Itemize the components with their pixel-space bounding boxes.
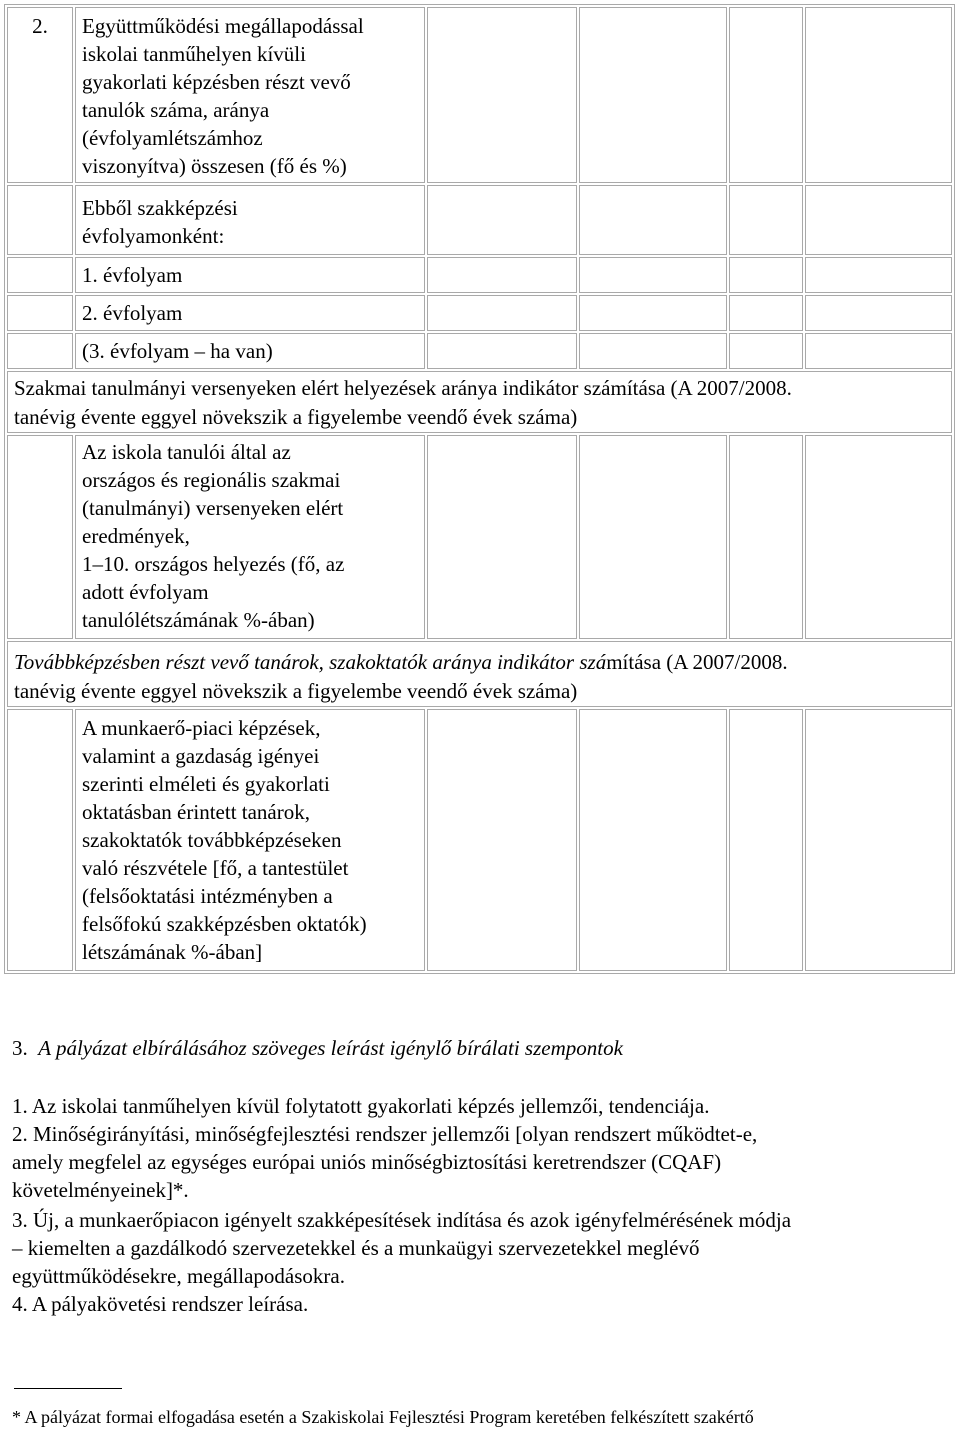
label-cell-year2 bbox=[75, 295, 425, 331]
row-number-cell bbox=[7, 709, 73, 971]
criteria-item-2: 2. Minőségirányítási, minőségfejlesztési rendszer jellemzői [olyan rendszert működtet-e, amely megfelel az egységes európai uniós minőségbiztosítási keretrendszer (CQAF) követelményeinek]*. bbox=[12, 1122, 758, 1202]
value-cell[interactable] bbox=[579, 185, 727, 255]
value-cell[interactable] bbox=[805, 295, 952, 331]
value-cell[interactable] bbox=[805, 257, 952, 293]
row-number-cell bbox=[7, 257, 73, 293]
value-cell[interactable] bbox=[579, 333, 727, 369]
value-cell[interactable] bbox=[729, 709, 803, 971]
value-cell[interactable] bbox=[729, 333, 803, 369]
row-number-cell bbox=[7, 185, 73, 255]
label-cell-sub bbox=[75, 185, 425, 255]
value-cell[interactable] bbox=[805, 709, 952, 971]
label-cell-training bbox=[75, 709, 425, 971]
value-cell[interactable] bbox=[805, 185, 952, 255]
criteria-item-1: 1. Az iskolai tanműhelyen kívül folytatott gyakorlati képzés jellemzői, tendenciája. bbox=[12, 1094, 710, 1118]
section-heading-competitions bbox=[7, 371, 952, 433]
row-number-cell bbox=[7, 333, 73, 369]
value-cell[interactable] bbox=[805, 7, 952, 183]
row-number-cell bbox=[7, 435, 73, 639]
section3-number: 3. bbox=[12, 1036, 28, 1060]
competition-heading-text: Szakmai tanulmányi versenyeken elért helyezések aránya indikátor számítása (A 2007/2008. tanévig évente eggyel növekszik a figyelembe veendő évek száma) bbox=[14, 376, 792, 429]
label-cell-year3 bbox=[75, 333, 425, 369]
training-heading-rest-line1: mítása (A 2007/2008. bbox=[606, 650, 788, 674]
value-cell[interactable] bbox=[579, 257, 727, 293]
section3-title: A pályázat elbírálásához szöveges leírást igénylő bírálati szempontok bbox=[38, 1036, 623, 1060]
sub-label: Ebből szakképzési évfolyamonként: bbox=[82, 196, 238, 248]
competition-label: Az iskola tanulói által az országos és regionális szakmai (tanulmányi) versenyeken elért eredmények, 1–10. országos helyezés (fő, az adott évfolyam tanulólétszámának %-ában) bbox=[82, 440, 345, 632]
section-heading-training bbox=[7, 641, 952, 707]
row-number-cell bbox=[7, 295, 73, 331]
year2-label: 2. évfolyam bbox=[82, 301, 183, 325]
value-cell[interactable] bbox=[427, 295, 577, 331]
value-cell[interactable] bbox=[427, 7, 577, 183]
value-cell[interactable] bbox=[805, 435, 952, 639]
value-cell[interactable] bbox=[427, 709, 577, 971]
value-cell[interactable] bbox=[579, 709, 727, 971]
footnote-text: * A pályázat formai elfogadása esetén a Szakiskolai Fejlesztési Program keretében felkészített szakértő bbox=[12, 1407, 754, 1427]
value-cell[interactable] bbox=[729, 257, 803, 293]
value-cell[interactable] bbox=[427, 185, 577, 255]
label-cell-competition bbox=[75, 435, 425, 639]
criteria-item-3: 3. Új, a munkaerőpiacon igényelt szakképesítések indítása és azok igényfelmérésének módja – kiemelten a gazdálkodó szervezetekkel és a munkaügyi szervezetekkel meglévő együttműködésekre, megállapodásokra. bbox=[12, 1208, 792, 1288]
value-cell[interactable] bbox=[729, 295, 803, 331]
training-heading-text: Továbbképzésben részt vevő tanárok, szakoktatók aránya indikátor számítása (A 2007/2008. tanévig évente eggyel növekszik a figyelembe veendő évek száma) bbox=[14, 650, 788, 703]
value-cell[interactable] bbox=[579, 295, 727, 331]
section3-heading bbox=[12, 1034, 623, 1062]
year1-label: 1. évfolyam bbox=[82, 263, 183, 287]
value-cell[interactable] bbox=[427, 257, 577, 293]
value-cell[interactable] bbox=[729, 185, 803, 255]
main-label: Együttműködési megállapodással iskolai tanműhelyen kívüli gyakorlati képzésben részt vevő tanulók száma, aránya (évfolyamlétszámhoz viszonyítva) összesen (fő és %) bbox=[82, 14, 364, 178]
value-cell[interactable] bbox=[579, 7, 727, 183]
value-cell[interactable] bbox=[427, 333, 577, 369]
training-heading-italic: Továbbképzésben részt vevő tanárok, szakoktatók aránya indikátor szá bbox=[14, 650, 607, 674]
indicator-table bbox=[4, 4, 955, 974]
label-cell-year1 bbox=[75, 257, 425, 293]
value-cell[interactable] bbox=[729, 435, 803, 639]
value-cell[interactable] bbox=[729, 7, 803, 183]
value-cell[interactable] bbox=[427, 435, 577, 639]
training-label: A munkaerő-piaci képzések, valamint a gazdaság igényei szerinti elméleti és gyakorlati oktatásban érintett tanárok, szakoktatók továbbképzéseken való részvétele [fő, a tantestület (felsőoktatási intézményben a felsőfokú szakképzésben oktatók) létszámának %-ában] bbox=[82, 716, 367, 964]
value-cell[interactable] bbox=[805, 333, 952, 369]
year3-label: (3. évfolyam – ha van) bbox=[82, 339, 273, 363]
row-number: 2. bbox=[32, 14, 48, 38]
row-number-cell bbox=[7, 7, 73, 183]
label-cell-main bbox=[75, 7, 425, 183]
criteria-item-4: 4. A pályakövetési rendszer leírása. bbox=[12, 1292, 309, 1316]
value-cell[interactable] bbox=[579, 435, 727, 639]
footnote-rule bbox=[14, 1388, 122, 1389]
